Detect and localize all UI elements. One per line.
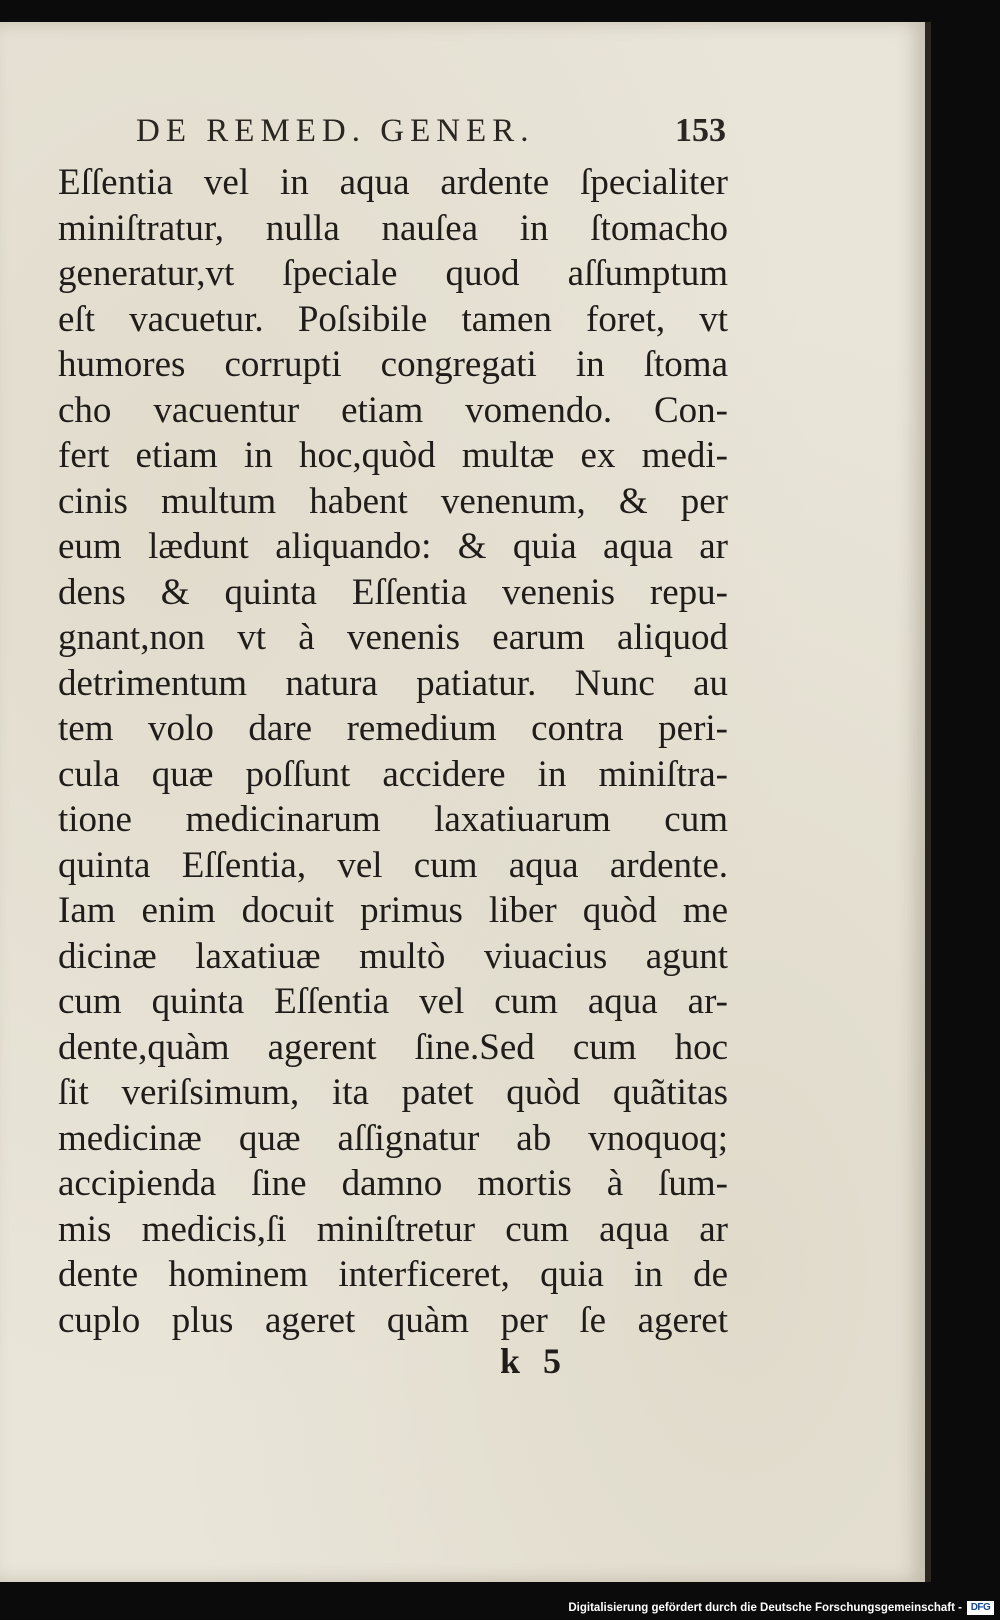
- text-line: cum quinta Eſſentia vel cum aqua ar-: [58, 981, 728, 1022]
- running-head: DE REMED. GENER.: [136, 113, 535, 149]
- text-line: humores corrupti congregati in ſtoma: [58, 344, 728, 385]
- text-line: eum lædunt aliquando: & quia aqua ar: [58, 526, 728, 567]
- text-line: dens & quinta Eſſentia venenis repu-: [58, 571, 728, 613]
- page-header: [136, 106, 726, 156]
- text-line: eſt vacuetur. Poſsibile tamen foret, vt: [58, 298, 728, 340]
- text-line: Iam enim docuit primus liber quòd me: [58, 890, 728, 931]
- text-line: miniſtratur, nulla nauſea in ſtomacho: [58, 207, 728, 249]
- book-page: [0, 22, 931, 1582]
- text-line: cuplo plus ageret quàm per ſe ageret: [58, 1299, 728, 1341]
- text-line: dente hominem interficeret, quia in de: [58, 1254, 728, 1295]
- body-text: [58, 160, 728, 1343]
- funding-credit: Digitalisierung gefördert durch die Deutsche Forschungsgemeinschaft -: [568, 1602, 962, 1614]
- text-line: accipienda ſine damno mortis à ſum-: [58, 1163, 728, 1204]
- text-line: gnant,non vt à venenis earum aliquod: [58, 617, 728, 658]
- signature-mark: k 5: [500, 1341, 562, 1381]
- footer-bar: [0, 1594, 1000, 1620]
- text-line: tem volo dare remedium contra peri-: [58, 708, 728, 749]
- text-line: detrimentum natura patiatur. Nunc au: [58, 662, 728, 704]
- text-line: generatur,vt ſpeciale quod aſſumptum: [58, 253, 728, 294]
- text-line: tione medicinarum laxatiuarum cum: [58, 799, 728, 840]
- text-line: mis medicis,ſi miniſtretur cum aqua ar: [58, 1208, 728, 1250]
- page-number: 153: [675, 112, 726, 149]
- text-line: ſit veriſsimum, ita patet quòd quãtitas: [58, 1072, 728, 1113]
- text-line: Eſſentia vel in aqua ardente ſpecialiter: [58, 162, 728, 203]
- text-line: cinis multum habent venenum, & per: [58, 480, 728, 522]
- text-line: quinta Eſſentia, vel cum aqua ardente.: [58, 844, 728, 886]
- text-line: dente,quàm agerent ſine.Sed cum hoc: [58, 1026, 728, 1068]
- text-line: medicinæ quæ aſſignatur ab vnoquoq;: [58, 1117, 728, 1159]
- text-line: cula quæ poſſunt accidere in miniſtra-: [58, 753, 728, 795]
- dfg-logo: DFG: [967, 1601, 994, 1615]
- text-line: fert etiam in hoc,quòd multæ ex medi-: [58, 435, 728, 476]
- text-line: cho vacuentur etiam vomendo. Con-: [58, 389, 728, 431]
- text-line: dicinæ laxatiuæ multò viuacius agunt: [58, 935, 728, 977]
